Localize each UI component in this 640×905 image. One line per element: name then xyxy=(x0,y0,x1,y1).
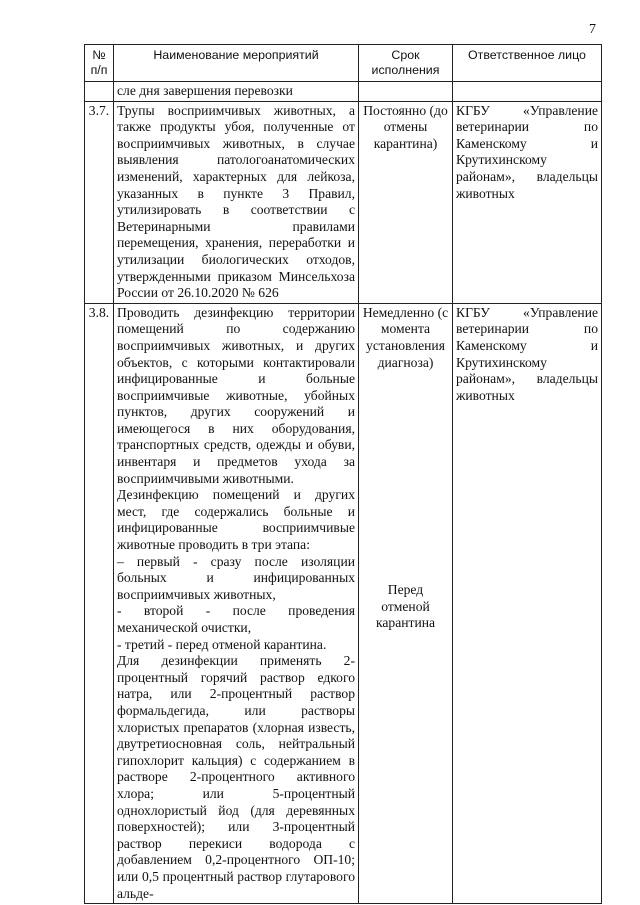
continuation-row xyxy=(85,82,602,102)
measure-paragraph: - второй - после проведения механической очистки, xyxy=(117,603,355,635)
header-name: Наименование мероприятий xyxy=(114,45,359,82)
measure-paragraph: – первый - сразу после изоляции больных и инфицированных восприимчивых животных, xyxy=(117,553,355,602)
table-row xyxy=(85,101,602,303)
table-row xyxy=(85,303,602,903)
header-term: Срок исполнения xyxy=(359,45,453,82)
page-number: 7 xyxy=(589,22,596,37)
measures-table xyxy=(84,44,602,904)
term-text: Немедленно (с момента установления диагноза) xyxy=(362,304,449,370)
row-number: 3.8. xyxy=(85,303,114,903)
measure-paragraph: - третий - перед отменой карантина. xyxy=(117,636,327,652)
row-number: 3.7. xyxy=(85,101,114,303)
measure-paragraph: Дезинфекцию помещений и других мест, где содержались больные и инфицированные восприимчивые животные проводить в три этапа: xyxy=(117,487,355,553)
continuation-text: сле дня завершения перевозки xyxy=(114,82,359,102)
measure-text xyxy=(114,303,359,903)
term-cell xyxy=(359,303,453,903)
responsible-text: КГБУ «Управление ветеринарии по Каменскому и Крутихинскому районам», владельцы животных xyxy=(453,303,602,903)
term-text: Постоянно (до отмены карантина) xyxy=(359,101,453,303)
measure-paragraph: Для дезинфекции применять 2-процентный горячий раствор едкого натра, или 2-процентный раствор формальдегида, или растворы хлористых препаратов (хлорная известь, двутретиосновная соль, нейтральный гипохлорит кальция) с содержанием в растворе 2-процентного активного хлора; или 5-процентный однохлористый йод (для деревянных поверхностей); или 3-процентный раствор перекиси водорода с добавлением 0,2-процентного ОП-10; или 0,5 процентный раствор глутарового альде- xyxy=(117,653,355,901)
responsible-text: КГБУ «Управление ветеринарии по Каменскому и Крутихинскому районам», владельцы животных xyxy=(453,101,602,303)
term-second-text: Перед отменой карантина xyxy=(375,582,436,631)
table-header-row xyxy=(85,45,602,82)
measure-text: Трупы восприимчивых животных, а также продукты убоя, полученные от восприимчивых животных, в случае выявления патологоанатомических изменений, характерных для лейкоза, указанных в пункте 3 Правил, утилизировать в соответствии с Ветеринарными правилами перемещения, хранения, переработки и утилизации биологических отходов, утвержденными приказом Минсельхоза России от 26.10.2020 № 626 xyxy=(114,101,359,303)
header-num: № п/п xyxy=(85,45,114,82)
measure-paragraph: Проводить дезинфекцию территории помещений по содержанию восприимчивых животных, и других объектов, с которыми контактировали инфицированные и больные восприимчивые животные, убойных пунктов, других сооружений и имеющегося в них оборудования, транспортных средств, одежды и обуви, инвентаря и предметов ухода за восприимчивыми животными. xyxy=(117,304,355,486)
header-responsible: Ответственное лицо xyxy=(453,45,602,82)
